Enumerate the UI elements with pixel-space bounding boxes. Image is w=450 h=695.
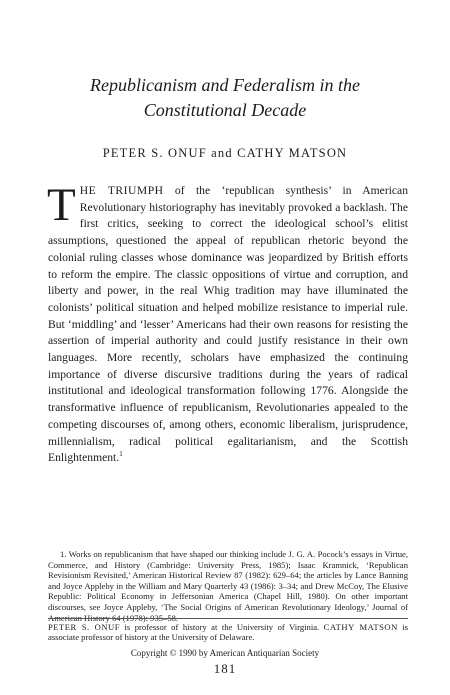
opening-small-caps: HE TRIUMPH xyxy=(79,184,164,197)
affiliation-text-1: is professor of history at the University of Virginia. xyxy=(120,622,324,632)
footnote xyxy=(48,549,408,623)
author-byline xyxy=(0,146,450,161)
article-title-line-2: Constitutional Decade xyxy=(143,100,307,120)
footnote-number: 1. xyxy=(60,549,67,559)
body-paragraph xyxy=(47,179,408,467)
author-conjunction: and xyxy=(206,146,238,160)
page-number: 181 xyxy=(213,661,237,676)
author-2: CATHY MATSON xyxy=(237,146,348,160)
body-text: of the ‘republican synthesis’ in American Revolutionary historiography has inevitably provoked a backlash. The first critics, seeking to correct the ideological school’s elitist assumptions, questioned the appeal of republican rhetoric beyond the colonial ruling classes whose dominance was jeopardized by British efforts to reform the empire. The classic oppositions of virtue and corruption, and liberty and power, in the real Whig tradition may have illuminated the colonists’ political situation and helped mobilize resistance to imperial rule. But ‘middling’ and ‘lesser’ Americans had their own reasons for resisting the assertion of imperial authority and could justify resistance in their own languages. More recently, scholars have emphasized the continuing importance of diverse discursive traditions during the years of radical institutional and ideological transformation following 1776. Alongside the transformative influence of republicanism, Revolutionaries appealed to the competing discourses of, among others, economic liberalism, jurisprudence, millennialism, radical political egalitarianism, and the Scottish Enlightenment. xyxy=(48,184,408,465)
footnote-divider xyxy=(48,618,408,619)
copyright-line: Copyright © 1990 by American Antiquarian Society xyxy=(130,648,320,658)
footnote-text: Works on republicanism that have shaped our thinking include J. G. A. Pocock’s essays in Virtue, Commerce, and History (Cambridge: University Press, 1985); Isaac Kramnick, ‘Republican Revisionism Revisited,’ American Historical Review 87 (1982): 629–64; the articles by Lance Banning and Joyce Appleby in the William and Mary Quarterly 43 (1986): 3–34; and Drew McCoy, The Elusive Republic: Political Economy in Jeffersonian America (Chapel Hill, 1980). On other important discourses, see Joyce Appleby, ‘The Social Origins of American Revolutionary Ideology,’ Journal of American History 64 (1978): 935–58. xyxy=(48,549,408,623)
author-1: PETER S. ONUF xyxy=(102,146,207,160)
drop-cap: T xyxy=(47,179,76,231)
author-affiliation xyxy=(48,622,408,643)
affiliation-text-2: is associate professor of history at the University of Delaware. xyxy=(48,622,409,643)
article-title-line-1: Republicanism and Federalism in the xyxy=(90,75,360,95)
affiliation-name-2: CATHY MATSON xyxy=(323,622,398,632)
footnote-marker: 1 xyxy=(119,449,123,459)
affiliation-name-1: PETER S. ONUF xyxy=(48,622,121,632)
